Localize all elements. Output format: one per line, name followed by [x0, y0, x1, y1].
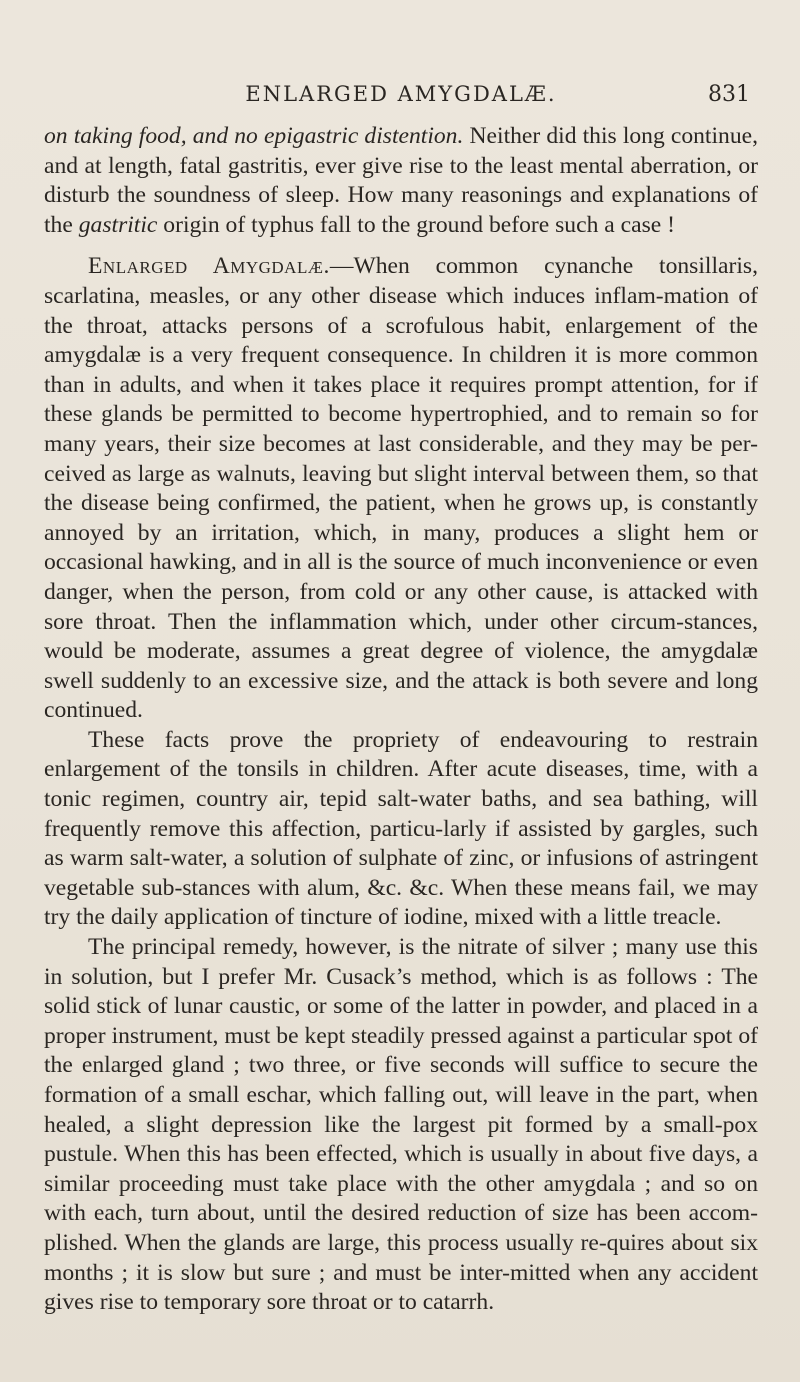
section-heading: Enlarged Amygdalæ. — [88, 253, 330, 280]
paragraph-1-italic-2: gastritic — [78, 211, 158, 238]
paragraph-1 — [44, 122, 758, 240]
paragraph-1-text: Neither did this long continue, and at length, fatal gastritis, ever give rise to the least mental aberration, or disturb the soundness of sleep. How many reasonings and explanations of the — [44, 123, 759, 238]
paragraph-3: These facts prove the propriety of endeavouring to restrain enlargement of the tonsils in children. After acute diseases, time, with a tonic regimen, country air, tepid salt-water baths, and sea bathing, will frequently remove this affection, particu-larly if assisted by gargles, such as warm salt-water, a solution of sulphate of zinc, or infusions of astringent vegetable sub-stances with alum, &c. &c. When these means fail, we may try the daily application of tincture of iodine, mixed with a little treacle. — [44, 726, 758, 931]
paragraph-1-text-2: origin of typhus fall to the ground before such a case ! — [157, 211, 675, 238]
paragraph-4: The principal remedy, however, is the nitrate of silver ; many use this in solution, but I prefer Mr. Cusack’s method, which is as follows : The solid stick of lunar caustic, or some of the latter in powder, and placed in a proper instrument, must be kept steadily pressed against a particular spot of the enlarged gland ; two three, or five seconds will suffice to secure the formation of a small eschar, which falling out, will leave in the part, when healed, a slight depression like the largest pit formed by a small-pox pustule. When this has been effected, which is usually in about five days, a similar proceeding must take place with the other amygdala ; and so on with each, turn about, until the desired reduction of size has been accom-plished. When the glands are large, this process usually re-quires about six months ; it is slow but sure ; and must be inter-mitted when any accident gives rise to temporary sore throat or to catarrh. — [44, 934, 758, 1316]
paragraph-2 — [44, 252, 758, 726]
paragraph-2-text: —When common cynanche tonsillaris, scarlatina, measles, or any other disease which induces inflam-mation of the throat, attacks persons of a scrofulous habit, enlargement of the amygdalæ is a very frequent consequence. In children it is more common than in adults, and when it takes place it requires prompt attention, for if these glands be permitted to become hypertrophied, and to remain so for many years, their size becomes at last considerable, and they may be per-ceived as large as walnuts, leaving but slight interval between them, so that the disease being confirmed, the patient, when he grows up, is constantly annoyed by an irritation, which, in many, produces a slight hem or occasional hawking, and in all is the source of much inconvenience or even danger, when the person, from cold or any other cause, is attacked with sore throat. Then the inflammation which, under other circum-stances, would be moderate, assumes a great degree of violence, the amygdalæ swell suddenly to an excessive size, and the attack is both severe and long continued. — [44, 253, 758, 724]
running-title: ENLARGED AMYGDALÆ. — [245, 82, 557, 106]
running-head — [44, 82, 758, 110]
paragraph-1-italic: on taking food, and no epigastric distention. — [44, 123, 464, 149]
page-number: 831 — [708, 82, 750, 107]
text-body — [44, 122, 758, 1318]
